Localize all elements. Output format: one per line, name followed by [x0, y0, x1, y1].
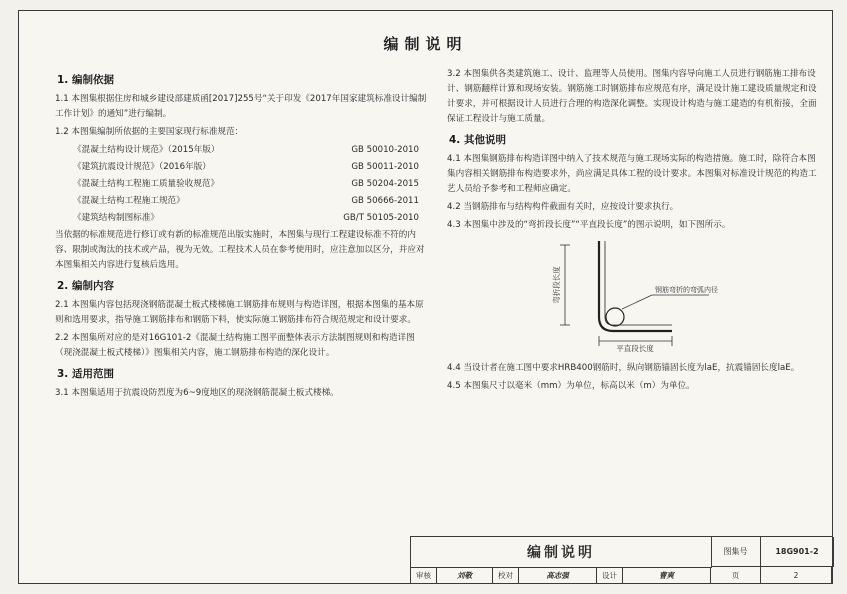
other-paragraph-2: 4.2 当钢筋排布与结构构件截面有关时，应按设计要求执行。	[447, 202, 679, 212]
check-label: 校对	[493, 567, 519, 584]
content-paragraph-1: 2.1 本图集内容包括现浇钢筋混凝土板式楼梯施工钢筋排布规则与构造详图，根据本图集的基本原则和选用要求，指导施工钢筋排布和钢筋下料，使实际施工钢筋排布符合规范规定和设计要求。	[55, 300, 424, 325]
other-paragraph-3: 4.3 本图集中涉及的“弯折段长度”“平直段长度”的图示说明，如下图所示。	[447, 220, 731, 230]
title-block	[410, 536, 833, 584]
page-title: 编制说明	[383, 35, 468, 53]
drawing-sheet	[18, 10, 833, 584]
basis-paragraph-1: 1.1 本图集根据住房和城乡建设部建质函[2017]255号“关于印发《2017年国家建筑标准设计编制工作计划》的通知”进行编制。	[55, 94, 427, 119]
basis-paragraph-3: 当依据的标准规范进行修订或有新的标准规范出版实施时，本图集与现行工程建设标准不符的内容、限制或淘汰的技术或产品，视为无效。工程技术人员在参考使用时，应注意加以区分，并应对本图集相关内容进行复核后选用。	[55, 230, 425, 270]
spec-row	[55, 194, 427, 209]
spec-name: 《混凝土结构工程施工质量验收规范》	[73, 179, 220, 189]
left-column	[55, 67, 427, 404]
title-block-signature-row	[411, 567, 833, 584]
spec-code: GB 50011-2010	[351, 162, 419, 172]
rebar-bend-diagram	[447, 237, 819, 355]
spec-code: GB 50010-2010	[351, 145, 419, 155]
spec-code: GB 50204-2015	[351, 179, 419, 189]
other-paragraph-4: 4.4 当设计者在施工图中要求HRB400钢筋时，纵向钢筋锚固长度为laE，抗震锚固长度laE。	[447, 363, 800, 373]
other-paragraph-1: 4.1 本图集钢筋排布构造详图中纳入了技术规范与施工现场实际的构造措施。施工时，除符合本图集内容相关钢筋排布构造要求外，尚应满足具体工程的设计要求。本图集对标准设计规范的构造工艺人员给予参考和工程师应确定。	[447, 154, 817, 194]
content-paragraph-2: 2.2 本图集所对应的是对16G101-2《混凝土结构施工图平面整体表示方法制图规则和构造详图（现浇混凝土板式楼梯）》图集相关内容，施工钢筋排布构造的深化设计。	[55, 333, 415, 358]
basis-paragraph-2: 1.2 本图集编制所依据的主要国家现行标准规范：	[55, 127, 244, 137]
note-label: 钢筋弯折的弯弧内径	[655, 286, 718, 294]
section-heading-content: 2. 编制内容	[57, 280, 114, 292]
scope-paragraph-2: 3.2 本图集供各类建筑施工、设计、监理等人员使用。图集内容导向施工人员进行钢筋施工排布设计、钢筋翻样计算和现场安装。钢筋施工时钢筋排布应规范有序，满足设计施工建设质量规定和设计要求，并可根据设计人员进行合理的构造深化调整。实现设计构造与施工建造的有机衔接，全面保证工程设计与施工质量。	[447, 69, 817, 124]
vertical-label: 弯折段长度	[552, 266, 561, 304]
rebar-bend-inner	[605, 317, 672, 325]
spec-code: GB 50666-2011	[351, 196, 419, 206]
bend-radius-circle	[606, 308, 624, 326]
page-number: 2	[761, 567, 832, 584]
designer-signature: 曹爽	[623, 567, 711, 584]
atlas-label: 图集号	[711, 537, 761, 567]
spec-row	[55, 160, 427, 175]
spec-name: 《建筑抗震设计规范》（2016年版）	[73, 162, 211, 172]
spec-name: 《建筑结构制图标准》	[73, 213, 159, 223]
atlas-number: 18G901-2	[761, 537, 834, 567]
rebar-bend-svg	[447, 237, 819, 355]
spec-row	[55, 143, 427, 158]
scope-paragraph-1: 3.1 本图集适用于抗震设防烈度为6~9度地区的现浇钢筋混凝土板式楼梯。	[55, 388, 339, 398]
title-block-main: 编制说明	[411, 537, 712, 568]
right-column	[447, 67, 819, 397]
checker-signature: 高志强	[519, 567, 597, 584]
spec-row	[55, 211, 427, 226]
spec-code: GB/T 50105-2010	[343, 213, 419, 223]
section-heading-basis: 1. 编制依据	[57, 74, 114, 86]
spec-name: 《混凝土结构工程施工规范》	[73, 196, 185, 206]
page-label: 页	[711, 567, 761, 584]
other-paragraph-5: 4.5 本图集尺寸以毫米（mm）为单位，标高以米（m）为单位。	[447, 381, 695, 391]
reviewer-signature: 刘敬	[437, 567, 493, 584]
horizontal-label: 平直段长度	[616, 344, 654, 353]
spec-name: 《混凝土结构设计规范》（2015年版）	[73, 145, 220, 155]
review-label: 审核	[411, 567, 437, 584]
design-label: 设计	[597, 567, 623, 584]
spec-row	[55, 177, 427, 192]
section-heading-scope: 3. 适用范围	[57, 368, 114, 380]
section-heading-other: 4. 其他说明	[449, 134, 506, 146]
note-leader-line	[622, 295, 652, 309]
